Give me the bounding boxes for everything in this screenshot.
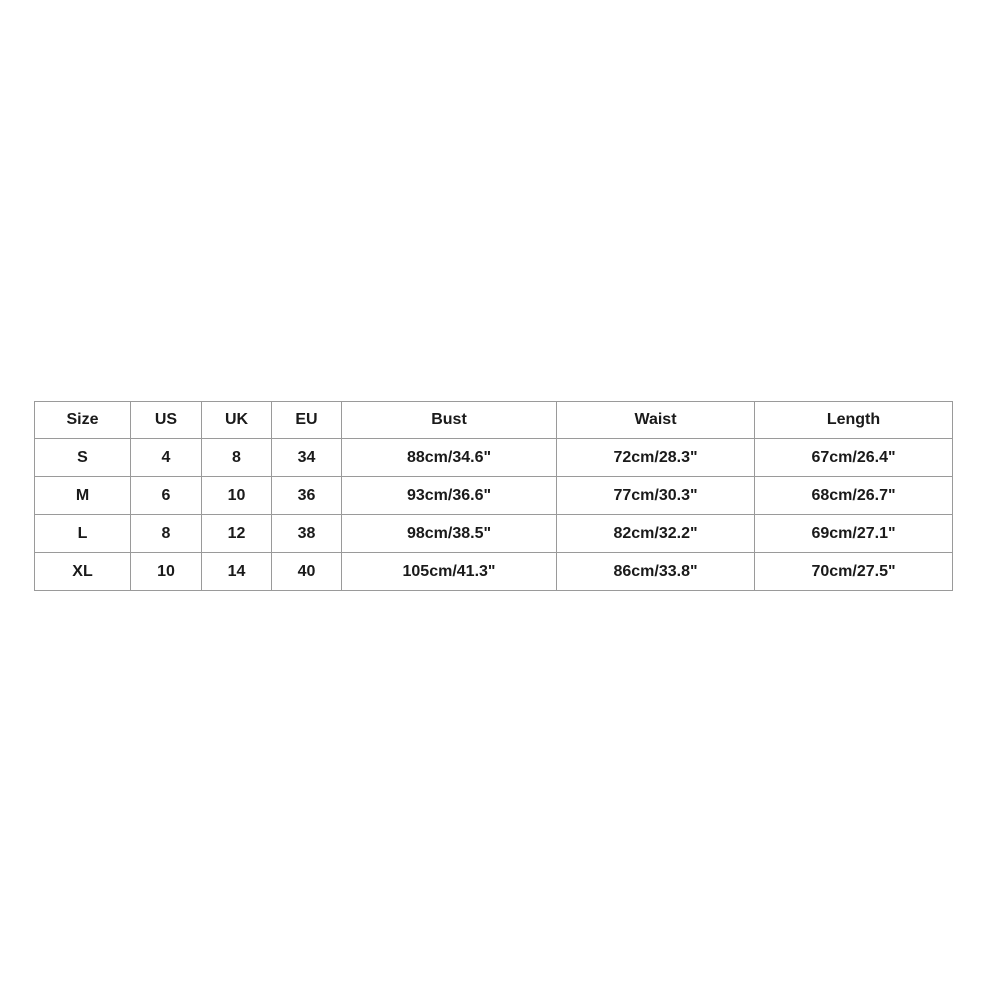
- table-row: [35, 553, 953, 591]
- column-header-eu: EU: [272, 402, 342, 439]
- cell-waist: 82cm/32.2": [557, 515, 755, 553]
- column-header-us: US: [131, 402, 202, 439]
- cell-us: 4: [131, 439, 202, 477]
- column-header-size: Size: [35, 402, 131, 439]
- cell-waist: 77cm/30.3": [557, 477, 755, 515]
- cell-us: 8: [131, 515, 202, 553]
- column-header-length: Length: [755, 402, 953, 439]
- cell-eu: 38: [272, 515, 342, 553]
- size-chart-table: [34, 401, 953, 591]
- cell-eu: 34: [272, 439, 342, 477]
- cell-length: 67cm/26.4": [755, 439, 953, 477]
- header-row: [35, 402, 953, 439]
- cell-eu: 36: [272, 477, 342, 515]
- table-body: [35, 439, 953, 591]
- cell-us: 6: [131, 477, 202, 515]
- cell-bust: 98cm/38.5": [342, 515, 557, 553]
- cell-size: M: [35, 477, 131, 515]
- cell-uk: 12: [202, 515, 272, 553]
- column-header-uk: UK: [202, 402, 272, 439]
- table-row: [35, 439, 953, 477]
- cell-uk: 8: [202, 439, 272, 477]
- cell-length: 69cm/27.1": [755, 515, 953, 553]
- cell-uk: 10: [202, 477, 272, 515]
- cell-size: S: [35, 439, 131, 477]
- cell-uk: 14: [202, 553, 272, 591]
- cell-length: 70cm/27.5": [755, 553, 953, 591]
- cell-eu: 40: [272, 553, 342, 591]
- cell-size: L: [35, 515, 131, 553]
- cell-waist: 86cm/33.8": [557, 553, 755, 591]
- cell-bust: 105cm/41.3": [342, 553, 557, 591]
- cell-us: 10: [131, 553, 202, 591]
- column-header-bust: Bust: [342, 402, 557, 439]
- cell-waist: 72cm/28.3": [557, 439, 755, 477]
- table-row: [35, 477, 953, 515]
- cell-size: XL: [35, 553, 131, 591]
- column-header-waist: Waist: [557, 402, 755, 439]
- cell-bust: 88cm/34.6": [342, 439, 557, 477]
- cell-length: 68cm/26.7": [755, 477, 953, 515]
- cell-bust: 93cm/36.6": [342, 477, 557, 515]
- table-row: [35, 515, 953, 553]
- table-header: [35, 402, 953, 439]
